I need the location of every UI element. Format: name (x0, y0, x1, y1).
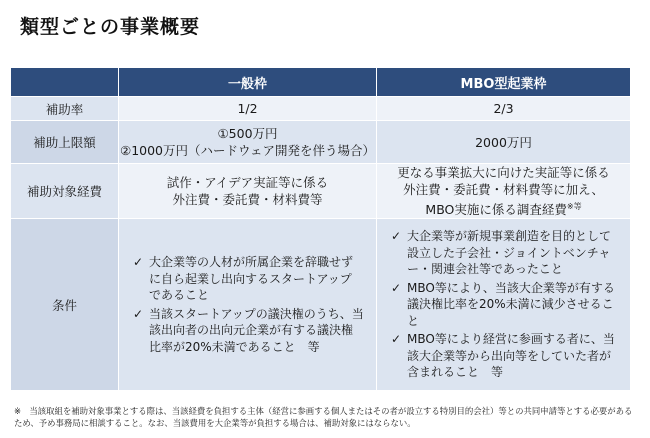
check-icon: ✓ (391, 280, 402, 295)
header-general: 一般枠 (119, 68, 377, 97)
table-row-limit (11, 121, 631, 164)
cost-mbo-note-mark: ※等 (566, 202, 582, 211)
conditions-mbo-list (377, 228, 630, 381)
table-row-rate (11, 97, 631, 121)
header-corner (11, 68, 119, 97)
header-mbo: MBO型起業枠 (377, 68, 631, 97)
row-label-conditions: 条件 (11, 219, 119, 391)
row-label-cost: 補助対象経費 (11, 164, 119, 219)
cost-general-line1: 試作・アイデア実証等に係る (166, 175, 329, 191)
cost-general (119, 164, 377, 219)
condition-text: 当該スタートアップの議決権のうち、当該出向者の出向元企業が有する議決権比率が20%未満であること 等 (149, 306, 364, 354)
conditions-general-list (119, 254, 376, 355)
list-item (391, 280, 618, 330)
cost-general-line2: 外注費・委託費・材料費等 (172, 192, 323, 208)
table-row-cost (11, 164, 631, 219)
table-header-row (11, 68, 631, 97)
check-icon: ✓ (133, 306, 144, 321)
row-label-limit: 補助上限額 (11, 121, 119, 164)
overview-table (10, 67, 631, 391)
list-item (133, 254, 364, 304)
list-item (391, 228, 618, 278)
limit-general-line2: ②1000万円（ハードウェア開発を伴う場合） (119, 143, 376, 158)
limit-mbo: 2000万円 (377, 121, 631, 164)
limit-general (119, 121, 377, 164)
condition-text: MBO等により、当該大企業等が有する議決権比率を20%未満に減少させること (407, 280, 615, 328)
condition-text: MBO等により経営に参画する者に、当該大企業等から出向等をしていた者が含まれること 等 (407, 332, 615, 380)
table-row-conditions (11, 219, 631, 391)
rate-general: 1/2 (119, 97, 377, 121)
check-icon: ✓ (391, 332, 402, 347)
condition-text: 大企業等が新規事業創造を目的として設立した子会社・ジョイントベンチャー・関連会社等であったこと (407, 229, 612, 277)
check-icon: ✓ (391, 229, 402, 244)
limit-general-line1: ①500万円 (217, 126, 278, 141)
row-label-rate: 補助率 (11, 97, 119, 121)
footnote: ※ 当該取組を補助対象事業とする際は、当該経費を負担する主体（経営に参画する個人またはその者が設立する特別目的会社）等との共同申請等とする必要があるため、予め事務局に相談すること。なお、当該費用を大企業等が負担する場合は、補助対象にはならない。 (14, 406, 633, 428)
condition-text: 大企業等の人材が所属企業を辞職せずに自ら起業し出向するスタートアップであること (149, 255, 354, 303)
page-title: 類型ごとの事業概要 (20, 16, 201, 38)
cost-mbo-line3 (377, 198, 630, 218)
cost-mbo-line3-text: MBO実施に係る調査経費 (425, 202, 567, 218)
rate-mbo: 2/3 (377, 97, 631, 121)
conditions-general (119, 219, 377, 391)
cost-mbo-line2: 外注費・委託費・材料費等に加え、 (403, 182, 604, 197)
conditions-mbo (377, 219, 631, 391)
cost-mbo (377, 164, 631, 219)
cost-mbo-line1: 更なる事業拡大に向けた実証等に係る (397, 165, 610, 180)
check-icon: ✓ (133, 255, 144, 270)
list-item (391, 331, 618, 381)
list-item (133, 306, 364, 356)
